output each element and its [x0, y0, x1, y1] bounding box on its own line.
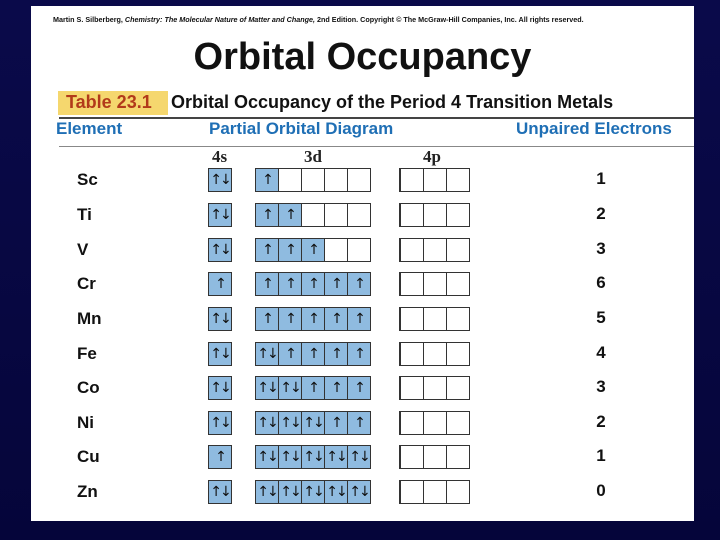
- orbital-4p: [399, 376, 470, 400]
- orbital-box: [347, 168, 371, 192]
- orbital-box: ↑: [347, 411, 371, 435]
- table-row: [31, 168, 694, 194]
- orbital-4s: [208, 272, 232, 296]
- orbital-box: ↑: [278, 203, 302, 227]
- orbital-box: ↑: [301, 376, 325, 400]
- element-symbol: Ti: [77, 205, 92, 224]
- element-symbol: Zn: [77, 482, 98, 501]
- orbital-box: [446, 445, 470, 469]
- orbital-box: ↑↓: [301, 411, 325, 435]
- table-row: [31, 445, 694, 471]
- orbital-box: [423, 480, 447, 504]
- orbital-label-4p-text: 4p: [423, 147, 441, 166]
- orbital-label-3d: [304, 147, 322, 167]
- orbital-box: [399, 445, 424, 469]
- credit-copyright: Copyright © The McGraw-Hill Companies, Inc. All rights reserved.: [360, 15, 584, 24]
- slide: [31, 6, 694, 521]
- table-row: [31, 480, 694, 506]
- orbital-box: [446, 203, 470, 227]
- orbital-box: ↑: [278, 272, 302, 296]
- orbital-4s: [208, 168, 232, 192]
- orbital-label-4s-text: 4s: [212, 147, 228, 166]
- orbital-box: [446, 238, 470, 262]
- orbital-box: ↑↓: [208, 411, 232, 435]
- orbital-4s: [208, 411, 232, 435]
- orbital-box: [423, 272, 447, 296]
- orbital-box: [301, 168, 325, 192]
- table-header-rule: [59, 146, 694, 147]
- element-symbol: Ni: [77, 413, 94, 432]
- orbital-box: ↑: [255, 168, 279, 192]
- orbital-3d: [255, 203, 371, 227]
- orbital-4p: [399, 168, 470, 192]
- orbital-box: ↑: [324, 342, 348, 366]
- orbital-4s: [208, 376, 232, 400]
- credit-line: [53, 15, 693, 24]
- orbital-4s: [208, 307, 232, 331]
- table-row: [31, 238, 694, 264]
- orbital-4p: [399, 307, 470, 331]
- unpaired-count: 3: [596, 377, 606, 396]
- orbital-box: [399, 307, 424, 331]
- orbital-box: [423, 376, 447, 400]
- element-symbol: Mn: [77, 309, 102, 328]
- orbital-4p: [399, 411, 470, 435]
- orbital-box: ↑↓: [324, 445, 348, 469]
- orbital-box: [399, 480, 424, 504]
- orbital-box: [446, 168, 470, 192]
- unpaired-count: 3: [596, 239, 606, 258]
- orbital-box: [301, 203, 325, 227]
- orbital-box: [446, 272, 470, 296]
- orbital-box: ↑: [347, 376, 371, 400]
- credit-book: Chemistry: The Molecular Nature of Matter and Change,: [124, 15, 316, 24]
- orbital-box: ↑↓: [208, 480, 232, 504]
- orbital-box: ↑↓: [255, 411, 279, 435]
- table-row: [31, 203, 694, 229]
- unpaired-count: 2: [596, 204, 606, 223]
- credit-edition: 2nd Edition.: [317, 15, 359, 24]
- orbital-box: ↑: [347, 307, 371, 331]
- orbital-box: [423, 411, 447, 435]
- orbital-box: [399, 376, 424, 400]
- orbital-box: ↑: [324, 411, 348, 435]
- orbital-box: [399, 342, 424, 366]
- orbital-box: ↑: [278, 238, 302, 262]
- orbital-4s: [208, 203, 232, 227]
- orbital-label-4s: [212, 147, 227, 167]
- orbital-box: [399, 411, 424, 435]
- orbital-box: ↑↓: [278, 480, 302, 504]
- unpaired-count: 1: [596, 169, 606, 188]
- column-header-unpaired: Unpaired Electrons: [516, 119, 672, 138]
- orbital-box: ↑: [324, 307, 348, 331]
- table-row: [31, 342, 694, 368]
- orbital-box: ↑: [208, 445, 232, 469]
- orbital-box: ↑: [301, 307, 325, 331]
- orbital-box: ↑↓: [347, 480, 371, 504]
- table-caption: [31, 89, 694, 117]
- orbital-box: [423, 445, 447, 469]
- slide-title: Orbital Occupancy: [193, 36, 532, 78]
- orbital-3d: [255, 168, 371, 192]
- orbital-3d: [255, 480, 371, 504]
- orbital-box: ↑↓: [324, 480, 348, 504]
- orbital-box: ↑↓: [278, 445, 302, 469]
- element-symbol: V: [77, 240, 89, 259]
- orbital-box: [347, 238, 371, 262]
- orbital-box: [423, 168, 447, 192]
- table-row: [31, 272, 694, 298]
- unpaired-count: 2: [596, 412, 606, 431]
- orbital-box: ↑↓: [255, 376, 279, 400]
- orbital-box: [278, 168, 302, 192]
- orbital-box: ↑: [347, 342, 371, 366]
- orbital-box: ↑: [255, 272, 279, 296]
- orbital-box: [399, 168, 424, 192]
- orbital-box: [423, 238, 447, 262]
- orbital-box: [446, 376, 470, 400]
- orbital-4p: [399, 480, 470, 504]
- orbital-box: [324, 203, 348, 227]
- orbital-box: [423, 307, 447, 331]
- orbital-box: [446, 480, 470, 504]
- orbital-label-4p: [423, 147, 441, 167]
- orbital-box: ↑: [278, 342, 302, 366]
- table-caption-text: Orbital Occupancy of the Period 4 Transition Metals: [171, 92, 614, 112]
- orbital-3d: [255, 445, 371, 469]
- orbital-4s: [208, 480, 232, 504]
- orbital-3d: [255, 272, 371, 296]
- unpaired-count: 5: [596, 308, 606, 327]
- orbital-3d: [255, 411, 371, 435]
- orbital-box: ↑↓: [208, 203, 232, 227]
- orbital-box: ↑↓: [208, 168, 232, 192]
- orbital-3d: [255, 342, 371, 366]
- table-row: [31, 376, 694, 402]
- orbital-4s: [208, 342, 232, 366]
- unpaired-count: 6: [596, 273, 606, 292]
- unpaired-count: 1: [596, 446, 606, 465]
- orbital-box: [399, 238, 424, 262]
- orbital-box: ↑: [255, 307, 279, 331]
- orbital-box: [446, 342, 470, 366]
- unpaired-count: 4: [596, 343, 606, 362]
- orbital-box: ↑↓: [278, 376, 302, 400]
- orbital-box: ↑↓: [301, 445, 325, 469]
- orbital-box: ↑: [301, 272, 325, 296]
- unpaired-count: 0: [596, 481, 606, 500]
- orbital-box: ↑↓: [208, 376, 232, 400]
- orbital-box: ↑: [208, 272, 232, 296]
- orbital-box: ↑↓: [208, 238, 232, 262]
- orbital-box: ↑↓: [347, 445, 371, 469]
- orbital-box: ↑: [301, 342, 325, 366]
- orbital-4p: [399, 445, 470, 469]
- orbital-3d: [255, 238, 371, 262]
- element-symbol: Sc: [77, 170, 98, 189]
- orbital-box: ↑↓: [255, 342, 279, 366]
- element-symbol: Fe: [77, 344, 97, 363]
- orbital-3d: [255, 376, 371, 400]
- orbital-box: ↑↓: [208, 307, 232, 331]
- orbital-box: [423, 342, 447, 366]
- orbital-box: ↑: [347, 272, 371, 296]
- orbital-box: ↑↓: [278, 411, 302, 435]
- orbital-box: [347, 203, 371, 227]
- orbital-4p: [399, 342, 470, 366]
- orbital-4p: [399, 203, 470, 227]
- orbital-3d: [255, 307, 371, 331]
- orbital-4p: [399, 238, 470, 262]
- orbital-box: [446, 307, 470, 331]
- orbital-4s: [208, 445, 232, 469]
- orbital-box: ↑: [255, 203, 279, 227]
- orbital-box: [324, 168, 348, 192]
- orbital-box: ↑↓: [208, 342, 232, 366]
- orbital-4s: [208, 238, 232, 262]
- orbital-box: ↑: [301, 238, 325, 262]
- credit-author: Martin S. Silberberg,: [53, 15, 123, 24]
- orbital-box: ↑↓: [255, 480, 279, 504]
- orbital-box: ↑↓: [255, 445, 279, 469]
- element-symbol: Co: [77, 378, 100, 397]
- orbital-label-3d-text: 3d: [304, 147, 322, 166]
- table-row: [31, 307, 694, 333]
- orbital-box: ↑: [278, 307, 302, 331]
- orbital-box: [446, 411, 470, 435]
- table-number: Table 23.1: [66, 92, 152, 112]
- element-symbol: Cu: [77, 447, 100, 466]
- orbital-box: [399, 272, 424, 296]
- orbital-box: ↑: [255, 238, 279, 262]
- element-symbol: Cr: [77, 274, 96, 293]
- orbital-box: [399, 203, 424, 227]
- column-header-diagram: Partial Orbital Diagram: [209, 119, 394, 138]
- orbital-box: ↑↓: [301, 480, 325, 504]
- orbital-box: [423, 203, 447, 227]
- orbital-box: ↑: [324, 272, 348, 296]
- orbital-4p: [399, 272, 470, 296]
- orbital-box: ↑: [324, 376, 348, 400]
- table-row: [31, 411, 694, 437]
- orbital-box: [324, 238, 348, 262]
- column-header-element: Element: [56, 119, 123, 138]
